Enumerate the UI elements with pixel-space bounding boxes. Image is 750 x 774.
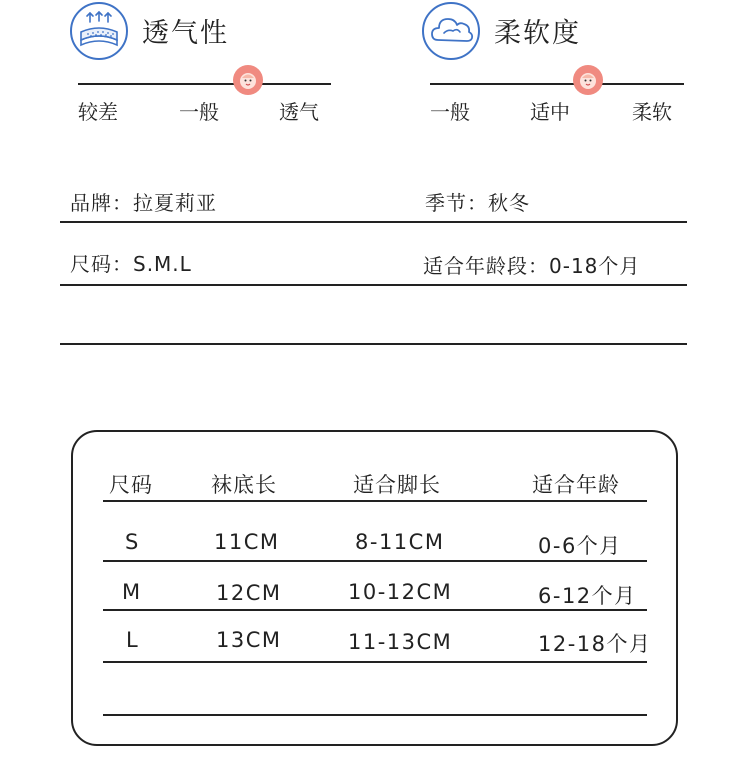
- breathability-label-high: 透气: [279, 100, 319, 124]
- table-cell-age: 12-18个月: [538, 632, 652, 656]
- table-cell-age: 0-6个月: [538, 534, 622, 558]
- table-row-divider: [103, 609, 647, 611]
- age-text: 适合年龄段：0-18个月: [423, 254, 641, 278]
- table-bottom-divider: [103, 714, 647, 716]
- size-text: 尺码：S.M.L: [70, 252, 192, 276]
- header-foot-length: 适合脚长: [353, 473, 441, 497]
- table-row-divider: [103, 560, 647, 562]
- breathability-scale-line: [78, 83, 331, 85]
- header-sole-length: 袜底长: [211, 473, 277, 497]
- table-cell-size: M: [122, 580, 142, 604]
- table-cell-size: L: [126, 628, 140, 652]
- softness-title: 柔软度: [494, 18, 581, 49]
- header-size: 尺码: [109, 473, 153, 497]
- table-cell-foot-length: 11-13CM: [348, 630, 453, 654]
- softness-label-mid: 适中: [530, 100, 570, 124]
- softness-label-high: 柔软: [632, 100, 672, 124]
- scale-marker-face-icon: [573, 65, 603, 95]
- scale-marker-face-icon: [233, 65, 263, 95]
- table-header-divider: [103, 500, 647, 502]
- table-cell-sole-length: 12CM: [216, 581, 282, 605]
- table-cell-foot-length: 10-12CM: [348, 580, 453, 604]
- breathability-label-low: 较差: [78, 100, 118, 124]
- header-age: 适合年龄: [532, 473, 620, 497]
- table-row-divider: [103, 661, 647, 663]
- table-cell-age: 6-12个月: [538, 584, 637, 608]
- soft-cloud-icon: [422, 2, 480, 60]
- softness-label-low: 一般: [430, 100, 470, 124]
- breathable-fabric-icon: [70, 2, 128, 60]
- softness-scale-line: [430, 83, 684, 85]
- table-cell-foot-length: 8-11CM: [355, 530, 445, 554]
- info-divider-2: [60, 284, 687, 286]
- table-cell-sole-length: 11CM: [214, 530, 280, 554]
- breathability-title: 透气性: [142, 18, 229, 49]
- table-cell-size: S: [125, 530, 140, 554]
- brand-text: 品牌：拉夏莉亚: [70, 191, 217, 215]
- table-cell-sole-length: 13CM: [216, 628, 282, 652]
- info-divider-1: [60, 221, 687, 223]
- season-text: 季节：秋冬: [425, 191, 530, 215]
- breathability-label-mid: 一般: [179, 100, 219, 124]
- info-divider-3: [60, 343, 687, 345]
